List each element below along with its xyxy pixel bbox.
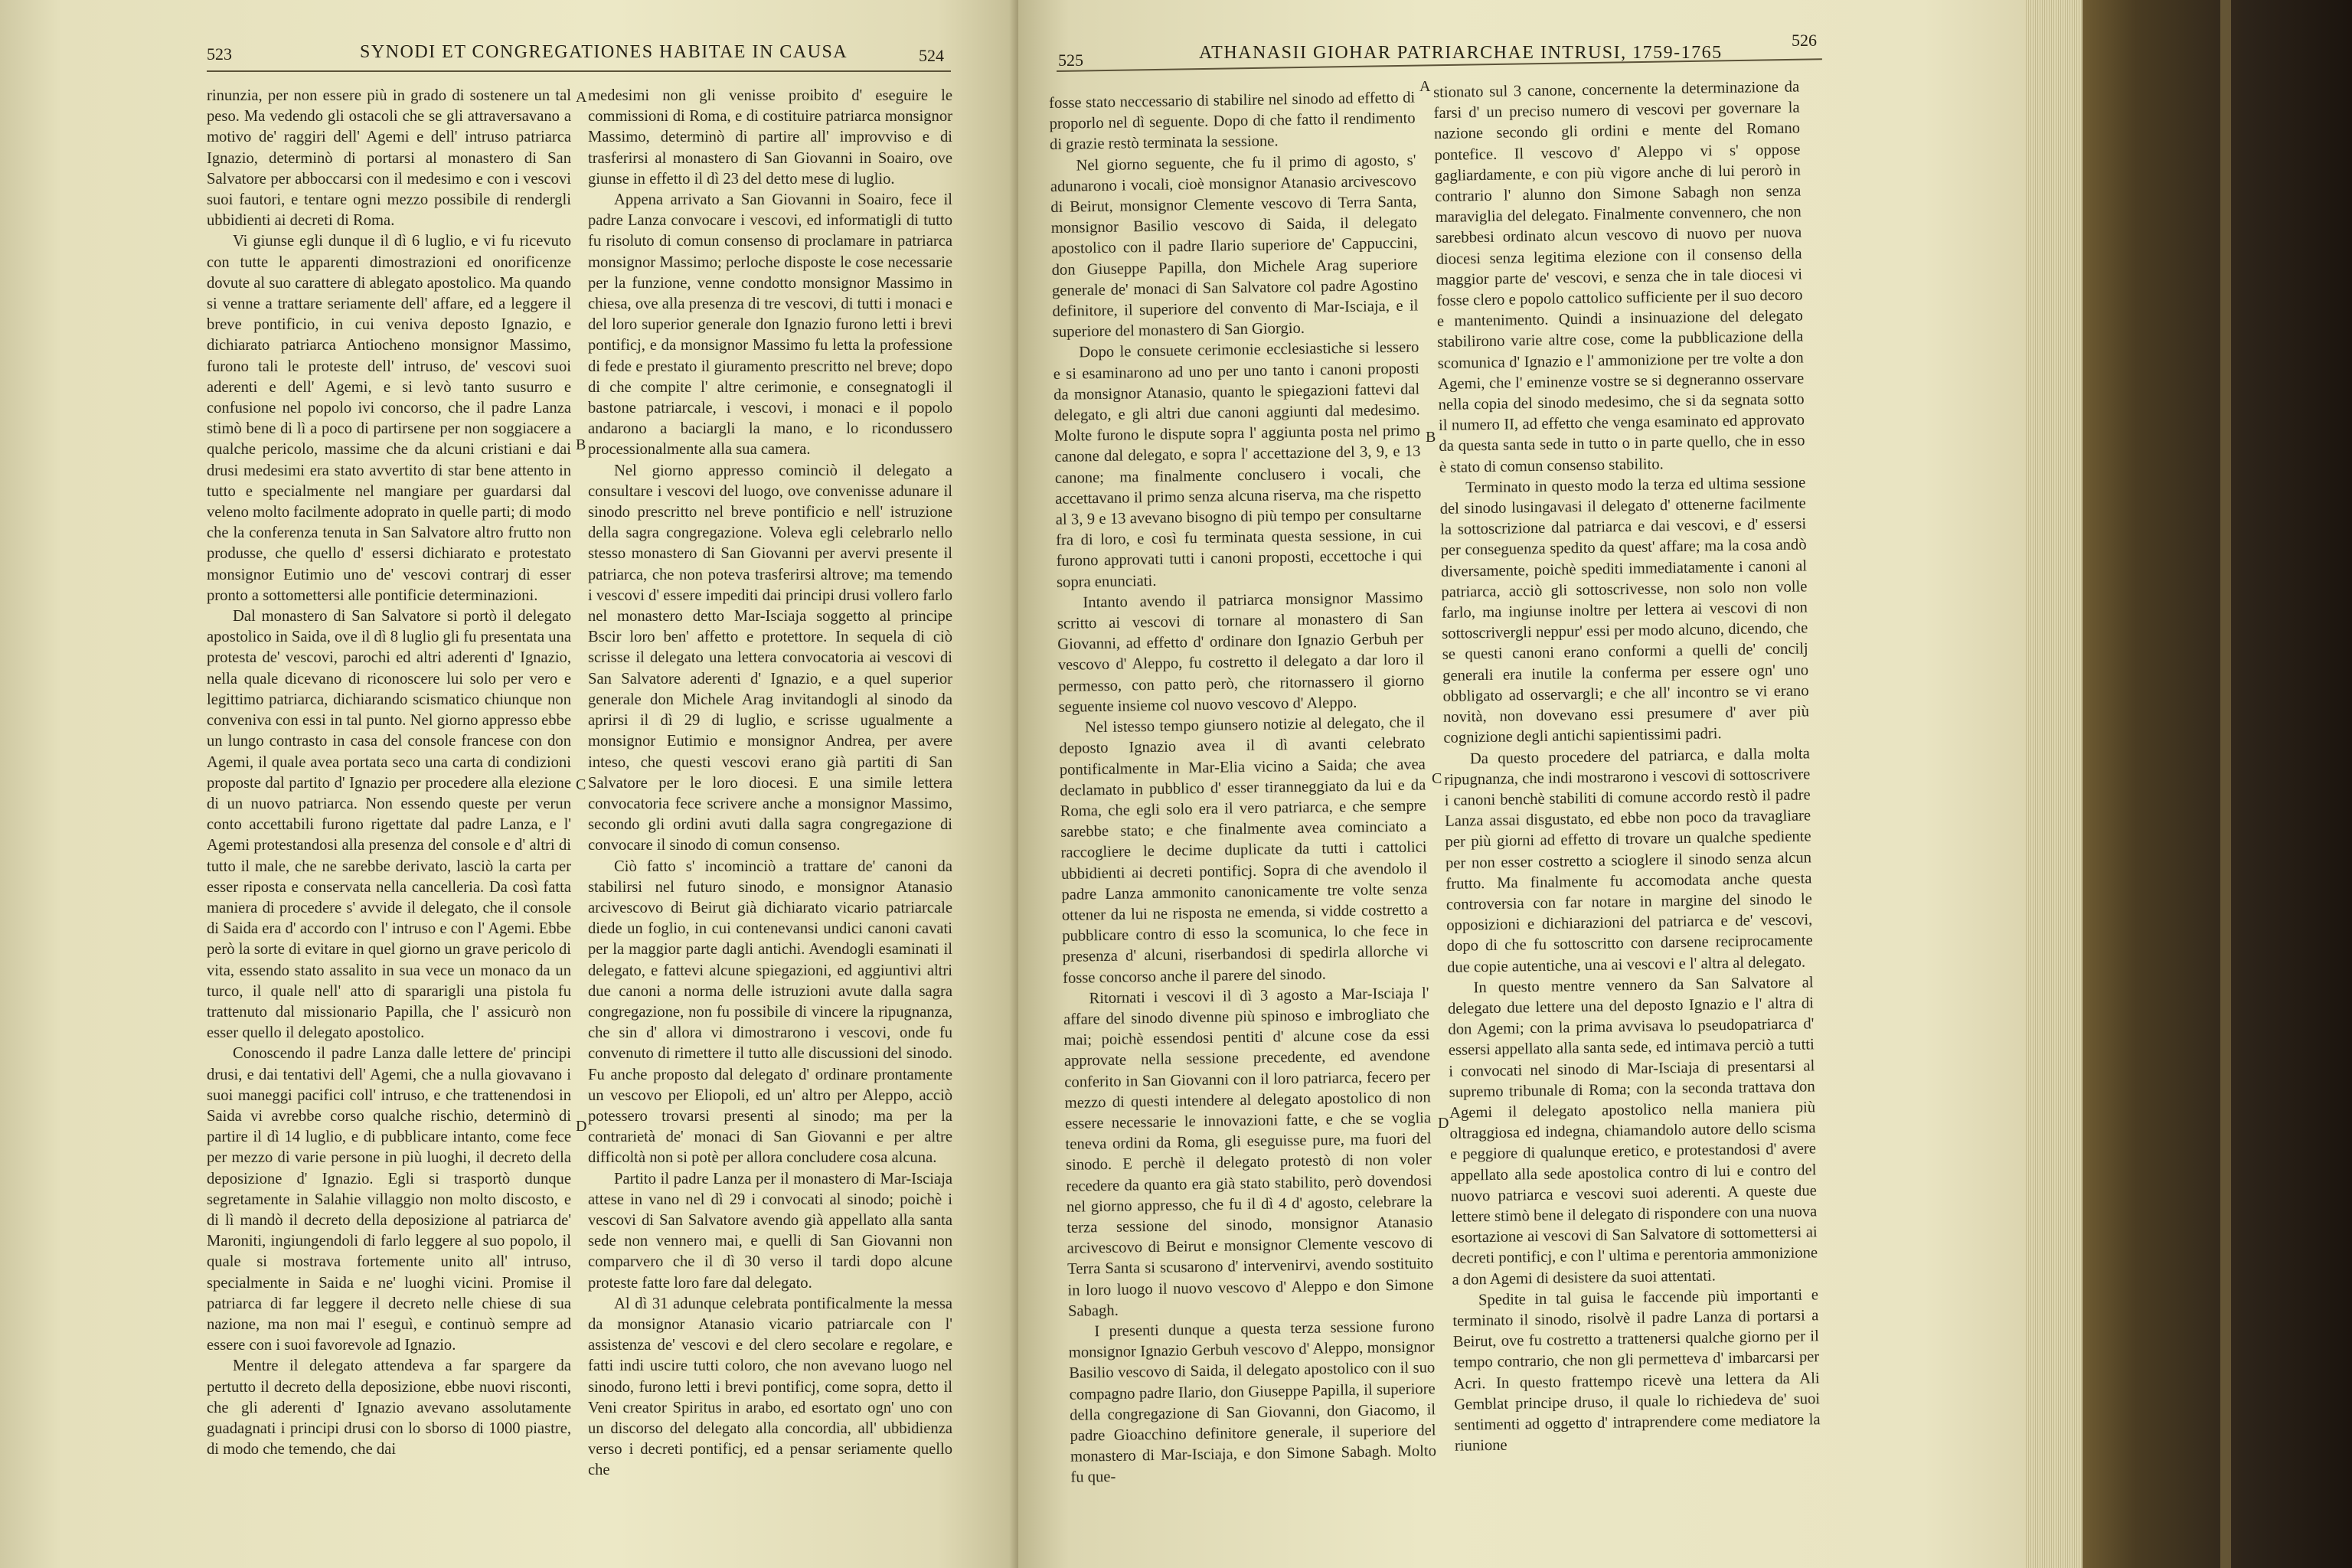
paragraph: Terminato in questo modo la terza ed ultima sessione del sinodo lusingavasi il delegato d' ottenerne facilmente la sottoscrizione dal patriarca e dai vescovi, e d' essersi per conseguenza spedito da quest' affare; ma la cosa andò diversamente, poichè spediti immediatamente i canoni al patriarca, acciò gli sottoscrivesse, non solo non volle farlo, ma ingiunse inoltre per lettera ai vescovi di non sottoscrivergli neppur' essi per modo alcuno, dicendo, che se questi canoni erano conformi a quelli de' concilj generali era inutile la conferma per essere ogn' uno obbligato ad osservargli; e che all' incontro se vi erano novità, non dovevano essi presumere d' aver più cognizione degli antichi sapientissimi padri. [1439, 474, 1810, 747]
section-marker-a: A [576, 89, 587, 106]
paragraph: Spedite in tal guisa le faccende più importanti e terminato il sinodo, risolvè il padre Lanza di portarsi a Beirut, ove fu costretto a trattenersi qualche giorno per il tempo contrario, che non gli permetteva d' imbarcarsi per Acri. In questo frattempo ricevè una lettera da Ali Gemblat principe druso, il quale lo richiedeva de' suoi sentimenti ad oggetto d' intraprendere come mediatore la riunione [1452, 1286, 1821, 1455]
book-cover-edge [2220, 0, 2231, 1568]
paragraph: Ciò fatto s' incominciò a trattare de' canoni da stabilirsi nel futuro sinodo, e monsignor Atanasio arcivescovo di Beirut già dichiarato vicario patriarcale diede un foglio, in cui contenevansi undici canoni cavati per la maggior parte dagli antichi. Avendogli esaminati il delegato, e fattevi alcune spiegazioni, ed aggiuntivi altri due canoni a norma delle istruzioni avute dalla sagra congregazione, non fu possibile di vincere la ripugnanza, che sin d' allora vi dimostrarono i vescovi, onde fu convenuto di rimettere il tutto alle discussioni del sinodo. Fu anche proposto dal delegato d' ordinare prontamente un vescovo per Eliopoli, ed un' altro per Aleppo, acciò potessero trovarsi presenti al sinodo; ma per la contrarietà de' monaci di San Giovanni e per altre difficoltà non si potè per allora concludere cosa alcuna. [588, 858, 952, 1167]
paragraph: Appena arrivato a San Giovanni in Soairo, fece il padre Lanza convocare i vescovi, ed informatigli di tutto fu risoluto di comun consenso di proclamare in patriarca monsignor Massimo; perloche disposte le cose necessarie per la funzione, venne condotto monsignor Massimo in chiesa, ove alla presenza di tre vescovi, di tutti i monaci e del loro superior generale don Ignazio furono letti i brevi pontificj, e da monsignor Massimo fu letta la professione di fede e prestato il giuramento prescritto nel breve; dopo di che compite l' altre cerimonie, e consegnatogli il bastone patriarcale, i vescovi, i monaci e il popolo andarono a baciargli la mano, e lo ricondussero processionalmente alla sua camera. [588, 191, 952, 459]
left-folio-inner: 524 [919, 46, 944, 65]
paragraph: Vi giunse egli dunque il dì 6 luglio, e vi fu ricevuto con tutte le apparenti dimostrazioni ed onorificenze dovute al suo carattere di ablegato apostolico. Ma quando si venne a trattare seriamente dell' affare, ed a leggere il breve pontificio, in cui veniva deposto Ignazio, e dichiarato patriarca Antiocheno monsignor Massimo, furono tali le proteste dell' intruso, de' vescovi suoi aderenti e dell' Agemi, e si levò tanto susurro e confusione nel popolo ivi concorso, che il padre Lanza stimò bene di lì a poco di partirsene per non soggiacere a qualche pericolo, massime che da alcuni cristiani e dai drusi medesimi era stato avvertito di star bene attento in tutto e specialmente nel mangiare per guardarsi dal veleno molto facilmente adoprato in quelle parti; di modo che la conferenza tenuta in San Salvatore altro frutto non produsse, che quello d' essersi dichiarato e protestato monsignor Eutimio uno de' vescovi contrarj di esser pronto a sottomettersi alle pontificie determinazioni. [207, 233, 571, 604]
paragraph: Ritornati i vescovi il dì 3 agosto a Mar-Isciaja l' affare del sinodo divenne più spinoso e imbrogliato che mai; poichè essendosi pentiti d' alcune cose da essi approvate nella sessione precedente, ed avendone conferito in San Giovanni con il loro patriarca, fecero per mezzo di questi intendere al delegato apostolico di non essere necessarie le innovazioni fatte, e che se voglia teneva ordini da Roma, gli eseguisse pure, ma fuori del sinodo. E perchè il delegato protestò di non voler recedere da quanto era già stato stabilito, però dovendosi nel giorno appresso, che fu il dì 4 d' agosto, celebrare la terza sessione del sinodo, monsignor Atanasio arcivescovo di Beirut e monsignor Clemente vescovo di Terra Santa si scusarono d' intervenirvi, avendo sostituito in loro luogo il nuovo vescovo d' Aleppo e don Simone Sabagh. [1063, 985, 1434, 1320]
paragraph: rinunzia, per non essere più in grado di sostenere un tal peso. Ma vedendo gli ostacoli che se gli attraversavano a motivo de' raggiri dell' Agemi e dell' intruso patriarca Ignazio, determinò di portarsi al monastero di San Salvatore per abboccarsi con il medesimo e con i vescovi suoi fautori, e tentare ogni mezzo possibile di rendergli ubbidienti ai decreti di Roma. [207, 87, 571, 230]
paragraph: In questo mentre vennero da San Salvatore al delegato due lettere una del deposto Ignazio e l' altra di don Agemi; con la prima avvisava lo pseudopatriarca d' essersi appellato alla santa sede, ed intimava perciò a tutti i convocati nel sinodo di Mar-Isciaja di presentarsi al supremo tribunale di Roma; con la seconda trattava don Agemi il delegato apostolico nella maniera più oltraggiosa ed indegna, chiamandolo autore dello scisma e peggiore di qualunque eretico, e protestandosi d' avere appellato alla sede apostolica contro di lui e contro del nuovo patriarca e vescovi suoi aderenti. A queste due lettere stimò bene il delegato di rispondere con una nuova esortazione ai vescovi di San Salvatore di sottomettersi ai decreti pontificj, e con l' ultima e perentoria ammonizione a don Agemi di desistere da suoi attentati. [1447, 974, 1818, 1289]
paragraph: Nel giorno appresso cominciò il delegato a consultare i vescovi del luogo, ove convenisse adunare il sinodo prescritto nel breve pontificio e nell' istruzione della sagra congregazione. Voleva egli celebrarlo nello stesso monastero di San Giovanni per avervi presente il patriarca, che non poteva trasferirsi altrove; ma temendo i vescovi d' essere impediti dai principi drusi vollero farlo nel monastero detto Mar-Isciaja soggetto al principe Bscir loro ben' affetto e protettore. In sequela di ciò scrisse il delegato una lettera convocatoria ai vescovi di San Salvatore aderenti d' Ignazio, e a quel superior generale don Michele Arag invitandogli al sinodo da aprirsi il dì 29 di luglio, e scrisse ugualmente a monsignor Eutimio e monsignor Andrea, per avere inteso, che questi vescovi erano già partiti di San Salvatore per le loro diocesi. E una simile lettera convocatoria fece scrivere anche a monsignor Massimo, secondo gli ordini avuti dalla sagra congregazione di convocare il sinodo di comun consenso. [588, 462, 952, 854]
section-marker-c: C [1432, 770, 1442, 787]
section-marker-b: B [1426, 429, 1436, 446]
section-marker-a: A [1419, 78, 1431, 95]
section-marker-c: C [576, 776, 586, 793]
paragraph: Al dì 31 adunque celebrata pontificalmente la messa da monsignor Atanasio vicario patriarcale con l' assistenza de' vescovi e del clero secolare e regolare, e fatti indi uscire tutti coloro, che non avevano luogo nel sinodo, furono letti i brevi pontificj, come sopra, detto il Veni creator Spiritus in arabo, ed esortato ogn' uno con un discorso del delegato alla concordia, all' ubbidienza verso i decreti pontificj, ed a pensar seriamente quello che [588, 1295, 952, 1479]
paragraph: Nel istesso tempo giunsero notizie al delegato, che il deposto Ignazio avea il dì avanti celebrato pontificalmente in Mar-Elia vicino a Saida; che avea declamato in pubblico d' esser tiranneggiato da lui e da Roma, che egli solo era il vero patriarca, e che sempre sarebbe stato; e che finalmente avea cominciato a raccogliere le decime duplicate da tutti i cattolici ubbidienti ai decreti pontificj. Sopra di che avendolo il padre Lanza ammonito canonicamente tre volte senza ottener da lui ne risposta ne emenda, si vidde costretto a pubblicare contro di esso la scomunica, lo che fece in presenza d' alcuni, riserbandosi di spedirla allorche vi fosse concorso anche il parere del sinodo. [1059, 714, 1429, 987]
paragraph: Intanto avendo il patriarca monsignor Massimo scritto ai vescovi di tornare al monastero di San Giovanni, ad effetto d' ordinare don Ignazio Gerbuh per vescovo d' Aleppo, fu costretto il delegato a dar loro il permesso, con patto però, che ritornassero il giorno seguente insieme col nuovo vescovo d' Aleppo. [1057, 589, 1425, 716]
right-running-title: ATHANASII GIOHAR PATRIARCHAE INTRUSI, 1759-1765 [1199, 43, 1723, 63]
right-column-1 [1049, 87, 1437, 1488]
paragraph: fosse stato neccessario di stabilire nel sinodo ad effetto di proporlo nel dì seguente. Dopo di che fatto il rendimento di grazie restò terminata la sessione. [1049, 89, 1416, 154]
paragraph: Mentre il delegato attendeva a far spargere da pertutto il decreto della deposizione, ebbe nuovi risconti, che gli aderenti d' Ignazio avevano assolutamente guadagnati i principi drusi con lo sborso di 1000 piastre, di modo che temendo, che dai [207, 1357, 571, 1459]
left-folio-outer: 523 [207, 44, 232, 64]
paragraph: I presenti dunque a questa terza sessione furono monsignor Ignazio Gerbuh vescovo d' Aleppo, monsignor Basilio vescovo di Saida, il delegato apostolico con il suo compagno padre Ilario, don Giuseppe Papilla, il superiore della congregazione di San Giovanni, don Giacomo, il padre Gioacchino definitore generale, il superiore del monastero di Mar-Isciaja, e don Simone Sabagh. Molto fu que- [1068, 1318, 1437, 1487]
paragraph: Conoscendo il padre Lanza dalle lettere de' principi drusi, e dai tentativi dell' Agemi, che a nulla giovavano i suoi maneggi pacifici coll' intruso, e che trattenendosi in Saida vi avrebbe corso qualche rischio, determinò di partire il dì 14 luglio, e di pubblicare intanto, come fece per mezzo di varie persone in più luoghi, il decreto della deposizione d' Ignazio. Egli si trasportò dunque segretamente in Salahie villaggio non molto discosto, e di lì mandò il decreto della deposizione al patriarca de' Maroniti, ingiungendoli di farlo leggere al suo popolo, il quale si mostrava fortemente unito all' intruso, specialmente in Saida e ne' luoghi vicini. Promise il patriarca di far leggere il decreto nelle chiese di sua nazione, ma non mai l' eseguì, e continuò sempre ad essere con i suoi favorevole ad Ignazio. [207, 1045, 571, 1354]
book-cover-board [2082, 0, 2352, 1568]
left-column-2 [588, 86, 952, 1481]
section-marker-d: D [576, 1118, 587, 1135]
left-running-title: SYNODI ET CONGREGATIONES HABITAE IN CAUSA [360, 42, 848, 62]
paragraph: Dopo le consuete cerimonie ecclesiastiche si lessero e si esaminarono ad uno per uno tanto i canoni proposti da monsignor Atanasio, quanto le spiegazioni fattevi dal delegato, e gli altri due canoni aggiunti dal medesimo. Molte furono le dispute sopra l' aggiunta posta nel primo canone dal delegato, e sopra l' accettazione del 3, 9, e 13 canone; ma finalmente conclusero i vocali, che accettavano il primo senza alcuna riserva, ma che rispetto al 3, 9 e 13 avevano bisogno di più tempo per consultarne fra di loro, e così fu terminata questa sessione, in cui furono approvati tutti i canoni proposti, eccettoche i qui sopra enunciati. [1053, 338, 1423, 591]
page-edges [2024, 0, 2082, 1568]
paragraph: Dal monastero di San Salvatore si portò il delegato apostolico in Saida, ove il dì 8 luglio gli fu presentata una protesta de' vescovi, parochi ed altri aderenti d' Ignazio, nella quale dicevano di riconoscere lui solo per vero e legittimo patriarca, dichiarando scismatico chiunque non conveniva con essi in tal punto. Nel giorno appresso ebbe un lungo contrasto in casa del console francese con don Agemi, il quale avea portata seco una carta di condizioni proposte dal partito d' Ignazio per procedere alla elezione di un nuovo patriarca. Non essendo queste per verun conto accettabili furono rigettate dal padre Lanza, e l' Agemi protestandosi alla presenza del console e d' altri di tutto il male, che ne sarebbe derivato, lasciò la carta per esser riposta e conservata nella cancelleria. Da così fatta maniera di procedere s' avvide il delegato, che il console di Saida era d' accordo con l' intruso e con l' Agemi. Ebbe però la sorte di evitare in quel giorno un grave pericolo di vita, essendo stato assalito in sua vece un monaco da un turco, il quale nell' atto di spararigli una pistola fu trattenuto dal missionario Papilla, che l' assicurò non esser quello il delegato apostolico. [207, 608, 571, 1042]
left-page [0, 0, 1018, 1568]
paragraph: Partito il padre Lanza per il monastero di Mar-Isciaja attese in vano nel dì 29 i convocati al sinodo; poichè i vescovi di San Salvatore avendo già appellato alla santa sede non vennero mai, e quelli di San Giovanni non comparvero che il dì 30 verso il tardi dopo alcune proteste fatte loro fare dal delegato. [588, 1170, 952, 1292]
paragraph: stionato sul 3 canone, concernente la determinazione da farsi d' un preciso numero di vescovi per governare la nazione secondo gli ordini e mente del Romano pontefice. Il vescovo d' Aleppo vi s' oppose gagliardamente, e con più vigore anche di lui perorò in contrario l' alunno don Simone Sabagh non senza maraviglia del delegato. Finalmente convennero, che non sarebbesi ordinato alcun vescovo di nuovo per nuova diocesi senza legitima elezione con il consenso della maggior parte de' vescovi, e senza che in tale diocesi vi fosse clero e popolo cattolico sufficiente per il suo decoro e mantenimento. Quindi a insinuazione del delegato stabilirono varie altre cose, come la pubblicazione della scomunica d' Ignazio e l' ammonizione per tre volte a don Agemi, che l' eminenze vostre se si degneranno osservare nella copia del sinodo medesimo, che si da segnata sotto il numero II, ad effetto che venga esaminato ed approvato da questa santa sede in tutto o in parte quello, che in esso è stato di comun consenso stabilito. [1433, 78, 1805, 476]
left-header-rule [207, 70, 951, 72]
paragraph: medesimi non gli venisse proibito d' eseguire le commissioni di Roma, e di costituire patriarca monsignor Massimo, determinò di partire all' improvviso e di trasferirsi al monastero di San Giovanni in Soairo, ove giunse in effetto il dì 23 del detto mese di luglio. [588, 87, 952, 188]
left-column-1 [207, 86, 571, 1460]
paragraph: Nel giorno seguente, che fu il primo di agosto, s' adunarono i vocali, cioè monsignor Atanasio arcivescovo di Beirut, monsignor Clemente vescovo di Terra Santa, monsignor Basilio vescovo di Saida, il delegato apostolico con il padre Ilario superiore de' Cappuccini, don Giuseppe Papilla, don Michele Arag superiore generale de' monaci di San Salvatore col padre Agostino definitore, il superiore del convento di Mar-Isciaja, e il superiore del monastero di San Giorgio. [1050, 152, 1419, 341]
right-column-2 [1433, 77, 1821, 1457]
paragraph: Da questo procedere del patriarca, e dalla molta ripugnanza, che indi mostrarono i vescovi di sottoscrivere i canoni benchè stabiliti di comune accordo restò il padre Lanza assai disgustato, ed ebbe non poco da travagliare per più giorni ad effetto di trovare un qualche spediente per non esser costretto a scioglere il sinodo senza alcun frutto. Ma finalmente fu accomodata anche questa controversia con far notare in margine del sinodo le opposizioni e dichiarazioni del patriarca e de' vescovi, dopo di che fu sottoscritto con darsene reciprocamente due copie autentiche, una ai vescovi e l' altra al delegato. [1444, 744, 1813, 976]
section-marker-b: B [576, 436, 586, 453]
right-folio-inner: 526 [1792, 31, 1817, 50]
right-page [1018, 0, 2024, 1568]
section-marker-d: D [1438, 1115, 1449, 1132]
right-folio-outer: 525 [1058, 51, 1083, 70]
